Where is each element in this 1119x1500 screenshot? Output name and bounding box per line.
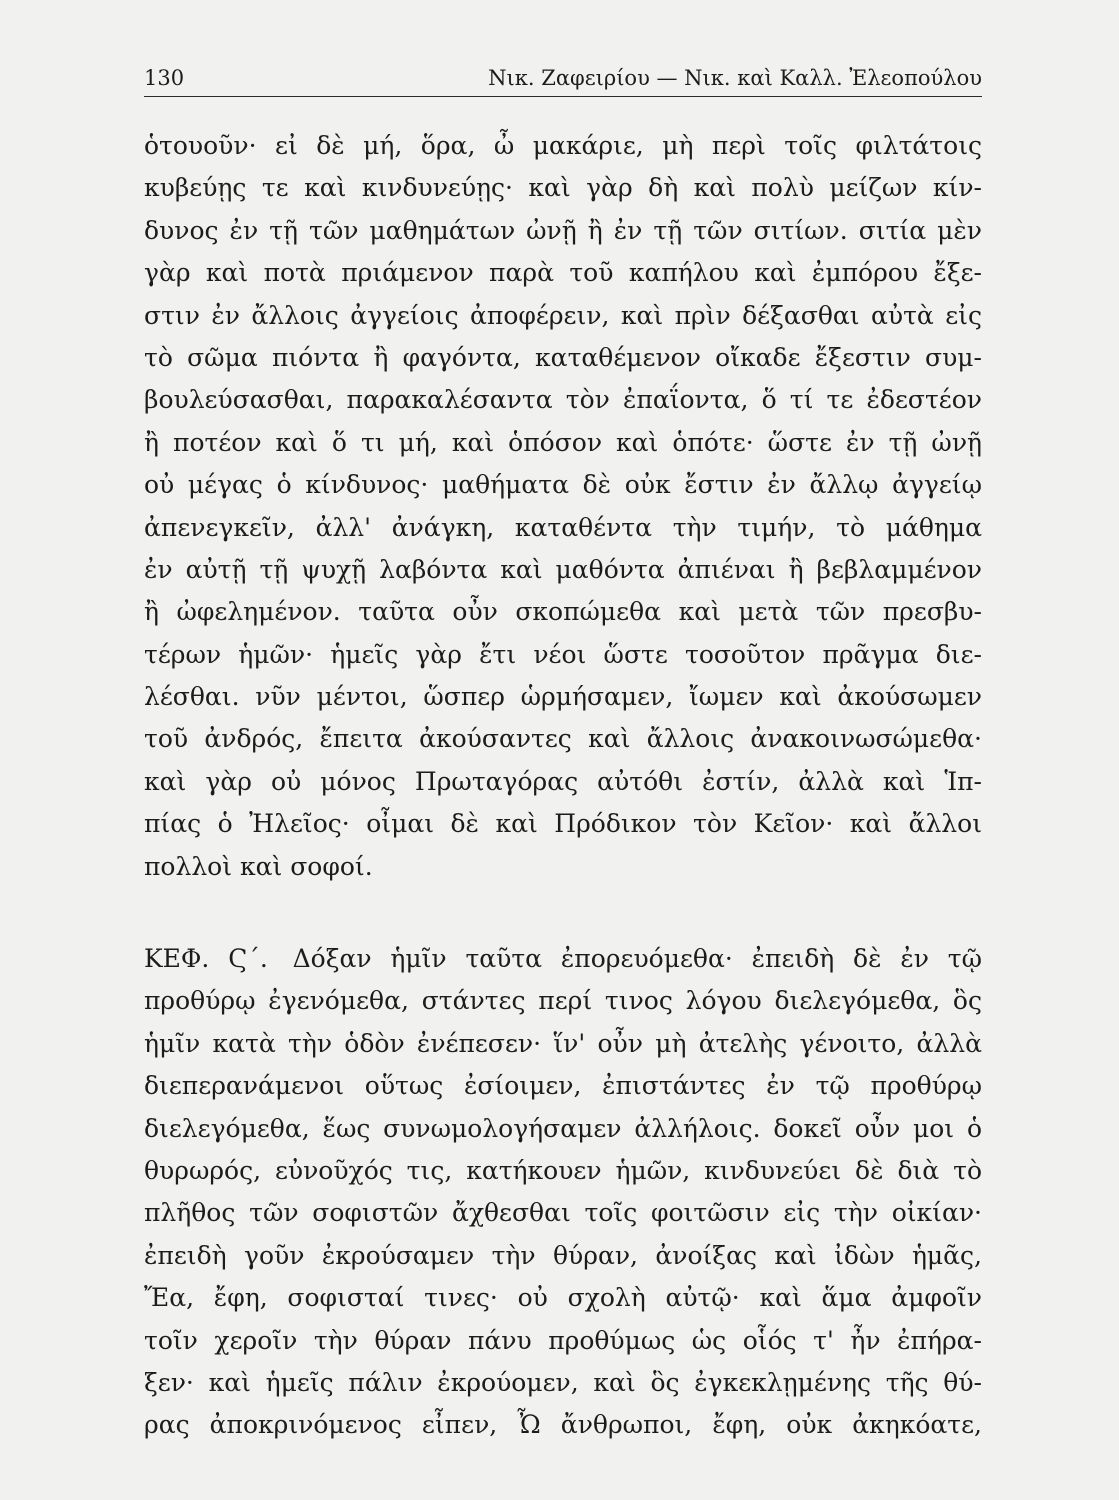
body-text xyxy=(144,125,982,1447)
text-line: διεπερανάμενοι οὕτως ἐσίοιμεν, ἐπιστάντες ἐν τῷ προθύρῳ xyxy=(144,1071,982,1101)
text-line: ἐν αὐτῇ τῇ ψυχῇ λαβόντα καὶ μαθόντα ἀπιέναι ἢ βεβλαμμένον xyxy=(144,554,982,584)
text-line: οὐ μέγας ὁ κίνδυνος· μαθήματα δὲ οὐκ ἔστιν ἐν ἄλλῳ ἀγγείῳ xyxy=(144,470,982,500)
text-line: πλῆθος τῶν σοφιστῶν ἄχθεσθαι τοῖς φοιτῶσιν εἰς τὴν οἰκίαν· xyxy=(144,1198,982,1228)
text-line: ξεν· καὶ ἡμεῖς πάλιν ἐκρούομεν, καὶ ὃς ἐγκεκλῃμένης τῆς θύ- xyxy=(144,1367,982,1397)
text-line: πίας ὁ Ἠλεῖος· οἶμαι δὲ καὶ Πρόδικον τὸν Κεῖον· καὶ ἄλλοι xyxy=(144,809,982,839)
paragraph-gap xyxy=(144,888,982,938)
text-line: ἢ ποτέον καὶ ὅ τι μή, καὶ ὁπόσον καὶ ὁπότε· ὥστε ἐν τῇ ὠνῇ xyxy=(144,427,982,457)
text-line: πολλοὶ καὶ σοφοί. xyxy=(144,851,373,881)
text-line: κυβεύῃς τε καὶ κινδυνεύῃς· καὶ γὰρ δὴ καὶ πολὺ μείζων κίν- xyxy=(144,173,982,203)
text-line: γὰρ καὶ ποτὰ πριάμενον παρὰ τοῦ καπήλου καὶ ἐμπόρου ἔξε- xyxy=(144,258,982,288)
text-line: ρας ἀποκρινόμενος εἶπεν, Ὦ ἄνθρωποι, ἔφη, οὐκ ἀκηκόατε, xyxy=(144,1410,982,1440)
text-line: διελεγόμεθα, ἕως συνωμολογήσαμεν ἀλλήλοις. δοκεῖ οὖν μοι ὁ xyxy=(144,1113,982,1143)
chapter-section xyxy=(144,938,982,1447)
text-line: καὶ γὰρ οὐ μόνος Πρωταγόρας αὐτόθι ἐστίν, ἀλλὰ καὶ Ἱπ- xyxy=(144,766,982,796)
text-line: τοῦ ἀνδρός, ἔπειτα ἀκούσαντες καὶ ἄλλοις ἀνακοινωσώμεθα· xyxy=(144,724,982,754)
text-line: ὁτουοῦν· εἰ δὲ μή, ὅρα, ὦ μακάριε, μὴ περὶ τοῖς φιλτάτοις xyxy=(144,131,982,160)
text-line: τὸ σῶμα πιόντα ἢ φαγόντα, καταθέμενον οἴκαδε ἔξεστιν συμ- xyxy=(144,342,982,372)
text-line: ἢ ὠφελημένον. ταῦτα οὖν σκοπώμεθα καὶ μετὰ τῶν πρεσβυ- xyxy=(144,597,982,627)
chapter-first-line-text: Δόξαν ἡμῖν ταῦτα ἐπορευόμεθα· ἐπειδὴ δὲ ἐν τῷ xyxy=(292,944,983,974)
chapter-heading: ΚΕΦ. Ϛ΄. xyxy=(144,944,268,974)
running-title: Νικ. Ζαφειρίου — Νικ. καὶ Καλλ. Ἐλεοπούλου xyxy=(488,66,982,90)
chapter-first-line xyxy=(144,938,982,980)
text-line: Ἔα, ἔφη, σοφισταί τινες· οὐ σχολὴ αὐτῷ· καὶ ἅμα ἀμφοῖν xyxy=(144,1283,982,1313)
running-head xyxy=(144,64,982,92)
text-line: βουλεύσασθαι, παρακαλέσαντα τὸν ἐπαΐοντα, ὅ τί τε ἐδεστέον xyxy=(144,385,982,415)
text-line: στιν ἐν ἄλλοις ἀγγείοις ἀποφέρειν, καὶ πρὶν δέξασθαι αὐτὰ εἰς xyxy=(144,300,982,330)
text-line: ἀπενεγκεῖν, ἀλλ' ἀνάγκη, καταθέντα τὴν τιμήν, τὸ μάθημα xyxy=(144,512,982,542)
text-line: ἐπειδὴ γοῦν ἐκρούσαμεν τὴν θύραν, ἀνοίξας καὶ ἰδὼν ἡμᾶς, xyxy=(144,1240,982,1270)
text-line: λέσθαι. νῦν μέντοι, ὥσπερ ὡρμήσαμεν, ἴωμεν καὶ ἀκούσωμεν xyxy=(144,682,982,712)
text-line: δυνος ἐν τῇ τῶν μαθημάτων ὠνῇ ἢ ἐν τῇ τῶν σιτίων. σιτία μὲν xyxy=(144,215,982,245)
text-line: τέρων ἡμῶν· ἡμεῖς γὰρ ἔτι νέοι ὥστε τοσοῦτον πρᾶγμα διε- xyxy=(144,639,982,669)
page-number: 130 xyxy=(144,66,185,90)
text-line: προθύρῳ ἐγενόμεθα, στάντες περί τινος λόγου διελεγόμεθα, ὃς xyxy=(144,986,982,1016)
text-line: θυρωρός, εὐνοῦχός τις, κατήκουεν ἡμῶν, κινδυνεύει δὲ διὰ τὸ xyxy=(144,1155,982,1185)
paragraph-1 xyxy=(144,125,982,888)
text-line: ἡμῖν κατὰ τὴν ὁδὸν ἐνέπεσεν· ἵν' οὖν μὴ ἀτελὴς γένοιτο, ἀλλὰ xyxy=(144,1028,982,1058)
header-rule xyxy=(144,96,982,97)
text-line: τοῖν χεροῖν τὴν θύραν πάνυ προθύμως ὡς οἷός τ' ἦν ἐπήρα- xyxy=(144,1325,982,1355)
